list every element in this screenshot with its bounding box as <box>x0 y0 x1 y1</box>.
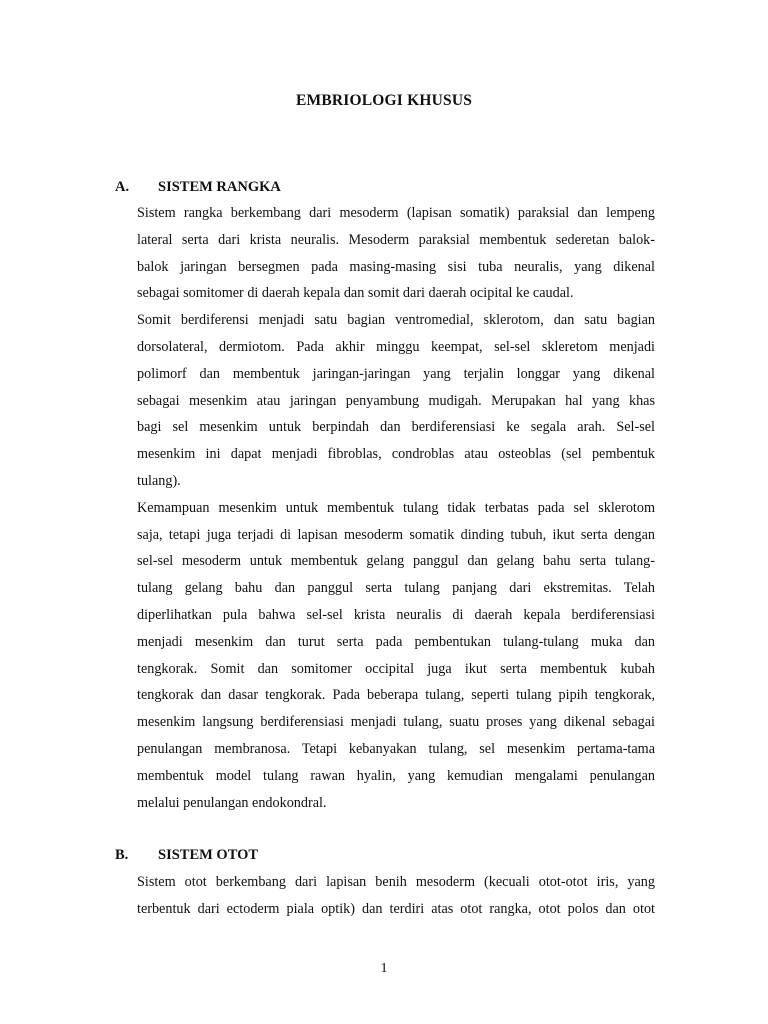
text-line: mesenkim langsung berdiferensiasi menjadi tulang, suatu proses yang dikenal sebagai <box>137 714 655 731</box>
section-b-letter: B. <box>115 847 129 863</box>
text-line: Kemampuan mesenkim untuk membentuk tulang tidak terbatas pada sel sklerotom <box>137 499 655 516</box>
text-line: sebagai somitomer di daerah kepala dan somit dari daerah ocipital ke caudal. <box>137 285 574 302</box>
section-a-letter: A. <box>115 179 130 195</box>
text-line: bagi sel mesenkim untuk berpindah dan berdiferensiasi ke segala arah. Sel-sel <box>137 419 655 436</box>
text-line: tengkorak. Somit dan somitomer occipital juga ikut serta membentuk kubah <box>137 660 655 677</box>
text-line: tengkorak dan dasar tengkorak. Pada beberapa tulang, seperti tulang pipih tengkorak, <box>137 687 655 704</box>
text-line: tulang gelang bahu dan panggul serta tulang panjang dari ekstremitas. Telah <box>137 580 655 597</box>
text-line: terbentuk dari ectoderm piala optik) dan terdiri atas otot rangka, otot polos dan otot <box>137 900 655 917</box>
text-line: penulangan membranosa. Tetapi kebanyakan tulang, sel mesenkim pertama-tama <box>137 740 655 757</box>
paragraph-b1 <box>137 869 655 923</box>
text-line: saja, tetapi juga terjadi di lapisan mesoderm somatik dinding tubuh, ikut serta dengan <box>137 526 655 543</box>
section-a-body <box>137 200 655 816</box>
section-a-title: SISTEM RANGKA <box>158 179 281 195</box>
section-b-title: SISTEM OTOT <box>158 847 259 863</box>
paragraph-a3 <box>137 495 655 817</box>
text-line: tulang). <box>137 472 181 489</box>
text-line: menjadi mesenkim dan turut serta pada pembentukan tulang-tulang muka dan <box>137 633 655 650</box>
paragraph-a2 <box>137 307 655 495</box>
text-line: mesenkim ini dapat menjadi fibroblas, condroblas atau osteoblas (sel pembentuk <box>137 446 655 463</box>
paragraph-a1 <box>137 200 655 307</box>
text-line: Somit berdiferensi menjadi satu bagian ventromedial, sklerotom, dan satu bagian <box>137 312 655 329</box>
text-line: sel-sel mesoderm untuk membentuk gelang panggul dan gelang bahu serta tulang- <box>137 553 655 570</box>
text-line: Sistem otot berkembang dari lapisan benih mesoderm (kecuali otot-otot iris, yang <box>137 874 655 890</box>
page-number: 1 <box>380 961 388 976</box>
document-title: EMBRIOLOGI KHUSUS <box>295 92 473 109</box>
text-line: melalui penulangan endokondral. <box>137 794 327 811</box>
section-a-heading <box>115 179 281 196</box>
text-line: membentuk model tulang rawan hyalin, yang kemudian mengalami penulangan <box>137 767 655 784</box>
text-line: diperlihatkan pula bahwa sel-sel krista neuralis di daerah kepala berdiferensiasi <box>137 606 655 623</box>
text-line: dorsolateral, dermiotom. Pada akhir minggu keempat, sel-sel skleretom menjadi <box>137 338 655 355</box>
text-line: lateral serta dari krista neuralis. Mesoderm paraksial membentuk sederetan balok- <box>137 231 655 248</box>
section-b-body <box>137 869 655 923</box>
text-line: balok jaringan bersegmen pada masing-masing sisi tuba neuralis, yang dikenal <box>137 258 655 275</box>
text-line: sebagai mesenkim atau jaringan penyambung mudigah. Merupakan hal yang khas <box>137 392 655 409</box>
text-line: Sistem rangka berkembang dari mesoderm (lapisan somatik) paraksial dan lempeng <box>137 205 655 221</box>
text-line: polimorf dan membentuk jaringan-jaringan yang terjalin longgar yang dikenal <box>137 365 655 382</box>
section-b-heading <box>115 847 258 864</box>
